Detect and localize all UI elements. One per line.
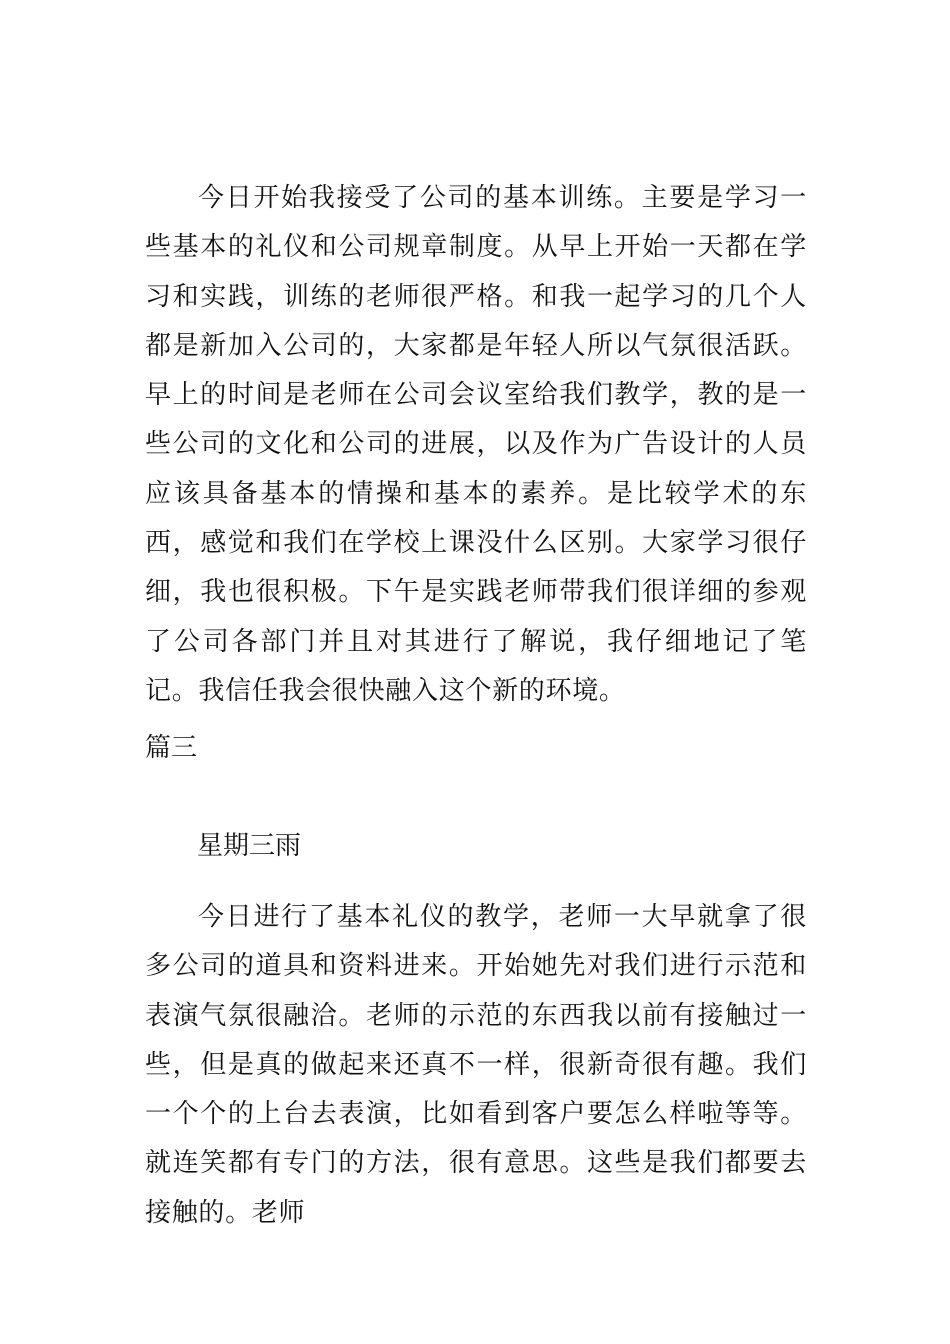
date-weather-line: 星期三雨	[197, 831, 302, 861]
section-heading: 篇三	[145, 733, 198, 763]
body-paragraph: 今日进行了基本礼仪的教学，老师一大早就拿了很多公司的道具和资料进来。开始她先对我们进行示范和表演气氛很融洽。老师的示范的东西我以前有接触过一些，但是真的做起来还真不一样，很新奇很有趣。我们一个个的上台去表演，比如看到客户要怎么样啦等等。就连笑都有专门的方法，很有意思。这些是我们都要去接触的。老师	[145, 902, 807, 1228]
body-paragraph: 今日开始我接受了公司的基本训练。主要是学习一些基本的礼仪和公司规章制度。从早上开始一天都在学习和实践，训练的老师很严格。和我一起学习的几个人都是新加入公司的，大家都是年轻人所以气氛很活跃。早上的时间是老师在公司会议室给我们教学，教的是一些公司的文化和公司的进展，以及作为广告设计的人员应该具备基本的情操和基本的素养。是比较学术的东西，感觉和我们在学校上课没什么区别。大家学习很仔细，我也很积极。下午是实践老师带我们很详细的参观了公司各部门并且对其进行了解说，我仔细地记了笔记。我信任我会很快融入这个新的环境。	[145, 183, 807, 706]
